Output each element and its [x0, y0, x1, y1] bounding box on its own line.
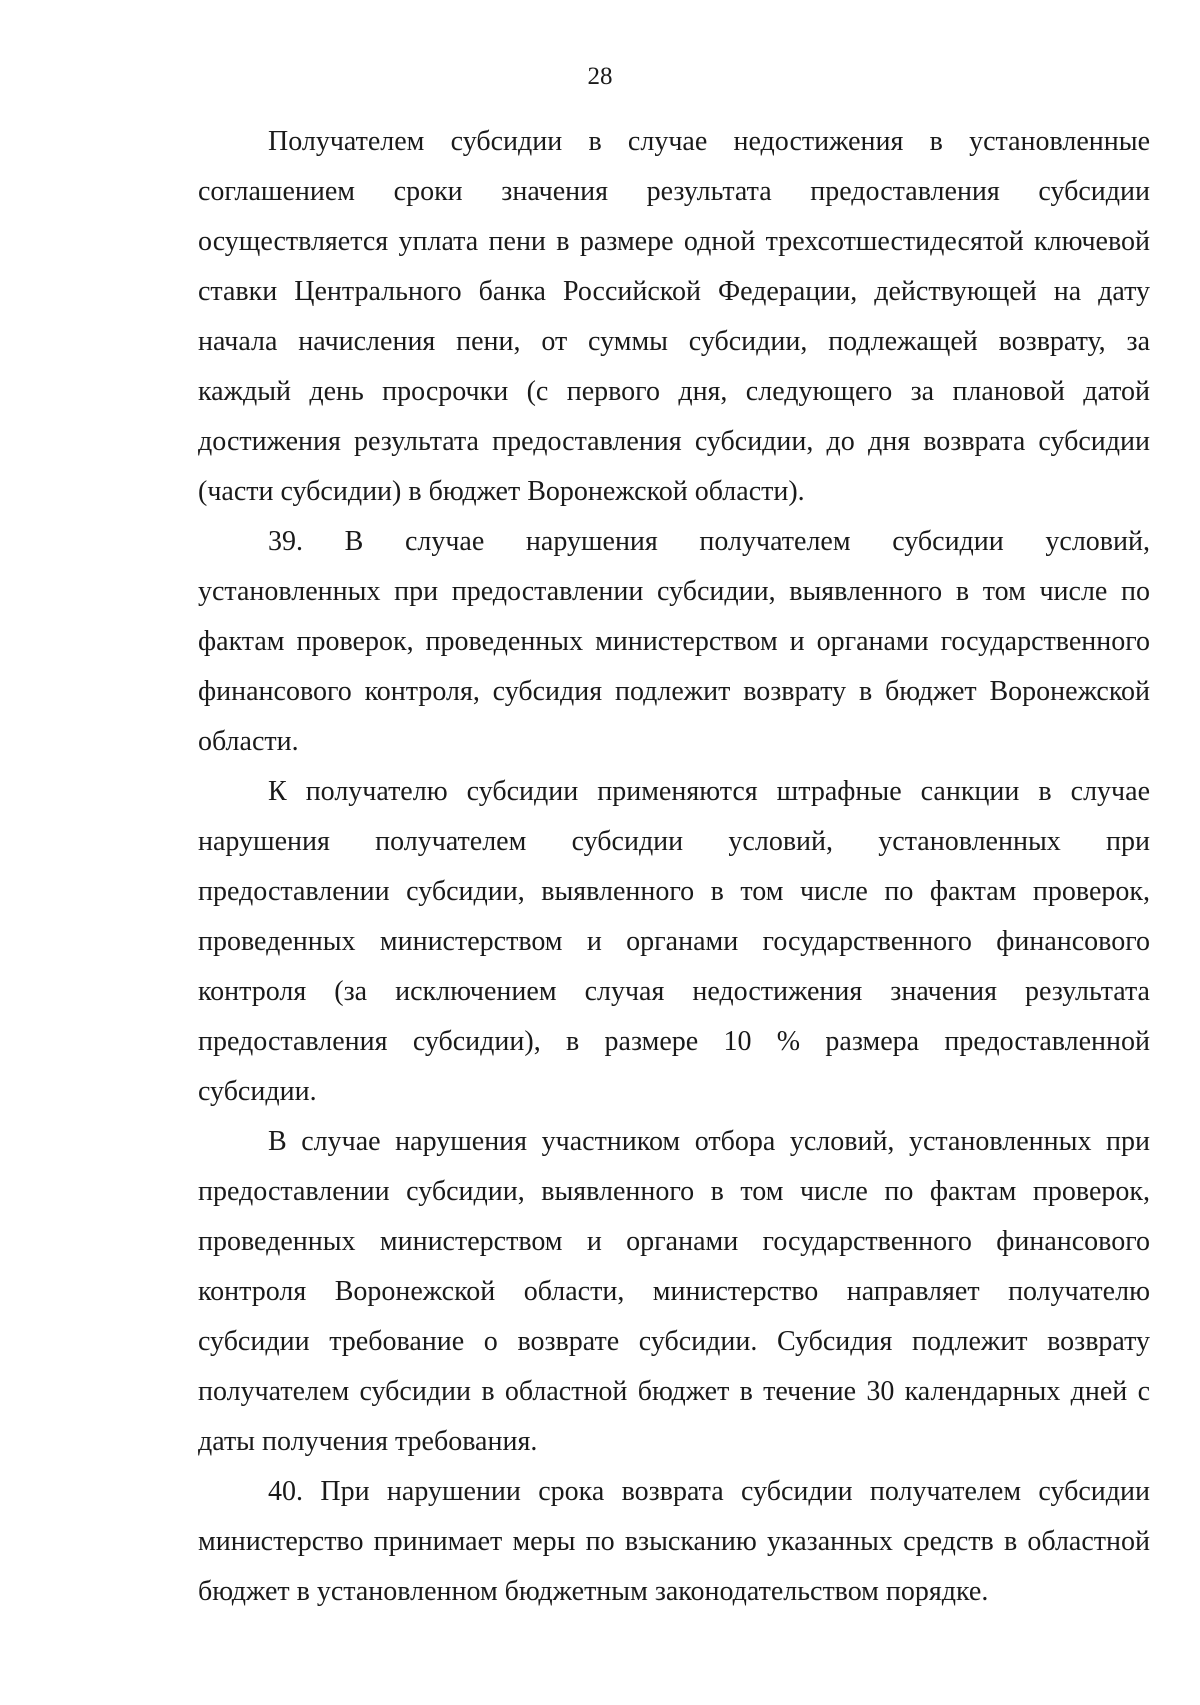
text-line: Получателем субсидии в случае недостижения в установленные [268, 126, 1150, 157]
text-line: получателем субсидии в областной бюджет в течение 30 календарных дней с [198, 1376, 1150, 1407]
paragraph-clause-39 [198, 517, 1150, 767]
paragraph-clause-40 [198, 1467, 1150, 1617]
text-line: предоставлении субсидии, выявленного в том числе по фактам проверок, [198, 1176, 1150, 1207]
text-line: установленных при предоставлении субсидии, выявленного в том числе по [198, 576, 1150, 607]
paragraph-fines [198, 767, 1150, 1117]
text-line: области. [198, 726, 299, 757]
text-line: каждый день просрочки (с первого дня, следующего за плановой датой [198, 376, 1150, 407]
document-body [198, 117, 1150, 1617]
text-line: проведенных министерством и органами государственного финансового [198, 926, 1150, 957]
page-number: 28 [587, 63, 613, 90]
text-line: соглашением сроки значения результата предоставления субсидии [198, 176, 1150, 207]
text-line: В случае нарушения участником отбора условий, установленных при [268, 1126, 1150, 1157]
text-line: ставки Центрального банка Российской Федерации, действующей на дату [198, 276, 1150, 307]
text-line: 40. При нарушении срока возврата субсидии получателем субсидии [268, 1476, 1150, 1507]
text-line: субсидии. [198, 1076, 317, 1107]
paragraph-selection-violation [198, 1117, 1150, 1467]
text-line: министерство принимает меры по взысканию указанных средств в областной [198, 1526, 1150, 1557]
text-line: предоставления субсидии), в размере 10 % размера предоставленной [198, 1026, 1150, 1057]
text-line: контроля (за исключением случая недостижения значения результата [198, 976, 1150, 1007]
paragraph-penalty-interest [198, 117, 1150, 517]
text-line: контроля Воронежской области, министерство направляет получателю [198, 1276, 1150, 1307]
text-line: осуществляется уплата пени в размере одной трехсотшестидесятой ключевой [198, 226, 1150, 257]
text-line: предоставлении субсидии, выявленного в том числе по фактам проверок, [198, 876, 1150, 907]
text-line: финансового контроля, субсидия подлежит возврату в бюджет Воронежской [198, 676, 1150, 707]
text-line: нарушения получателем субсидии условий, установленных при [198, 826, 1150, 857]
text-line: даты получения требования. [198, 1426, 538, 1457]
text-line: достижения результата предоставления субсидии, до дня возврата субсидии [198, 426, 1150, 457]
text-line: 39. В случае нарушения получателем субсидии условий, [268, 526, 1150, 557]
text-line: начала начисления пени, от суммы субсидии, подлежащей возврату, за [198, 326, 1150, 357]
text-line: субсидии требование о возврате субсидии. Субсидия подлежит возврату [198, 1326, 1150, 1357]
text-line: бюджет в установленном бюджетным законодательством порядке. [198, 1576, 989, 1607]
text-line: фактам проверок, проведенных министерством и органами государственного [198, 626, 1150, 657]
text-line: К получателю субсидии применяются штрафные санкции в случае [268, 776, 1150, 807]
text-line: проведенных министерством и органами государственного финансового [198, 1226, 1150, 1257]
text-line: (части субсидии) в бюджет Воронежской области). [198, 476, 805, 507]
